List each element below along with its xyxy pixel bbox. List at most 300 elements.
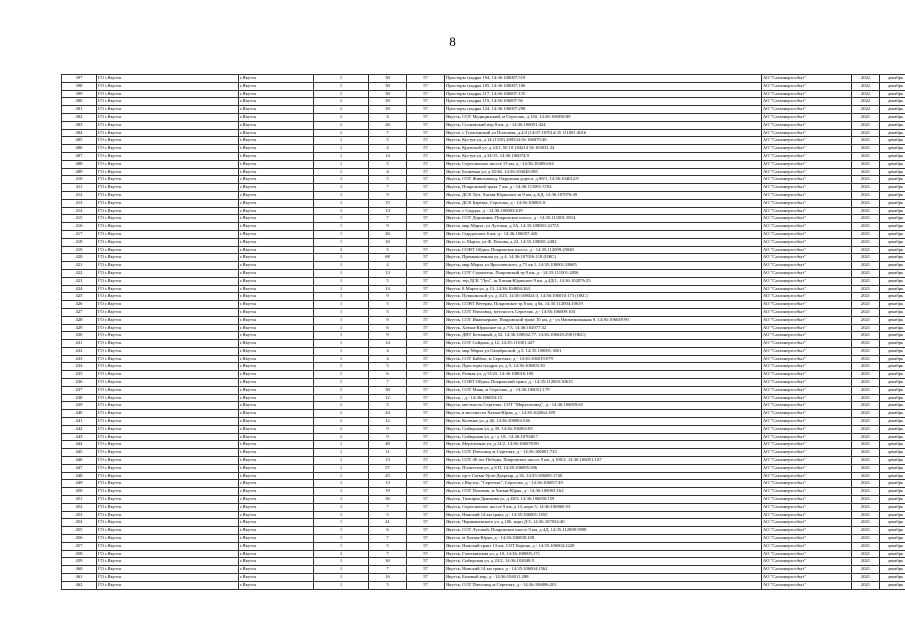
power-cell: 4 <box>369 262 407 270</box>
district-cell: ГО г.Якутск <box>97 410 239 418</box>
district-cell: ГО г.Якутск <box>97 433 239 441</box>
table-row <box>62 496 905 504</box>
voltage-cell: 57 <box>407 550 445 558</box>
year-cell: 2021 <box>852 316 880 324</box>
table-row <box>62 394 905 402</box>
power-cell: 7 <box>369 535 407 543</box>
year-cell: 2021 <box>852 433 880 441</box>
year-cell: 2021 <box>852 277 880 285</box>
count-cell: 1 <box>314 113 369 121</box>
row-number-cell: 428 <box>62 316 97 324</box>
power-cell: 30 <box>369 75 407 83</box>
district-cell: ГО г.Якутск <box>97 363 239 371</box>
month-cell: декабрь <box>880 457 905 465</box>
district-cell: ГО г.Якутск <box>97 480 239 488</box>
count-cell: 1 <box>314 394 369 402</box>
table-row <box>62 98 905 106</box>
power-cell: 30 <box>369 558 407 566</box>
count-cell: 1 <box>314 480 369 488</box>
district-cell: ГО г.Якутск <box>97 75 239 83</box>
voltage-cell: 57 <box>407 464 445 472</box>
district-cell: ГО г.Якутск <box>97 293 239 301</box>
voltage-cell: 57 <box>407 168 445 176</box>
address-cell: Якутск, в местности Хатын-Юрях, д - 14:36:102064:189 <box>445 410 762 418</box>
table-row <box>62 363 905 371</box>
count-cell: 1 <box>314 98 369 106</box>
voltage-cell: 57 <box>407 129 445 137</box>
voltage-cell: 57 <box>407 184 445 192</box>
year-cell: 2021 <box>852 371 880 379</box>
locality-cell: г.Якутск <box>239 254 314 262</box>
district-cell: ГО г.Якутск <box>97 230 239 238</box>
voltage-cell: 57 <box>407 433 445 441</box>
year-cell: 2021 <box>852 527 880 535</box>
locality-cell: г.Якутск <box>239 566 314 574</box>
organization-cell: АО "Сахаэнергосбыт" <box>762 581 852 589</box>
address-cell: Просторы тундры 105, 14:36:106007:106 <box>445 82 762 90</box>
month-cell: декабрь <box>880 511 905 519</box>
row-number-cell: 442 <box>62 425 97 433</box>
voltage-cell: 57 <box>407 254 445 262</box>
voltage-cell: 57 <box>407 340 445 348</box>
year-cell: 2021 <box>852 480 880 488</box>
table-row <box>62 129 905 137</box>
year-cell: 2021 <box>852 254 880 262</box>
year-cell: 2021 <box>852 425 880 433</box>
row-number-cell: 407 <box>62 152 97 160</box>
address-cell: Якутск, СОТ Инженерное, Покровский тракт 10 км, д - ул Наименованная 9, 14:36:106049:90 <box>445 316 762 324</box>
month-cell: декабрь <box>880 90 905 98</box>
power-cell: 16 <box>369 574 407 582</box>
voltage-cell: 57 <box>407 75 445 83</box>
district-cell: ГО г.Якутск <box>97 464 239 472</box>
organization-cell: АО "Сахаэнергосбыт" <box>762 433 852 441</box>
count-cell: 1 <box>314 316 369 324</box>
address-cell: Якутск, СОТ Пчеловод м Сергелях, д - 14:36:106006:201 <box>445 581 762 589</box>
district-cell: ГО г.Якутск <box>97 347 239 355</box>
month-cell: декабрь <box>880 402 905 410</box>
district-cell: ГО г.Якутск <box>97 215 239 223</box>
row-number-cell: 443 <box>62 433 97 441</box>
address-cell: Якутск, Покровский тракт 7 км, д - 14:36:111001:3704 <box>445 184 762 192</box>
count-cell: 1 <box>314 269 369 277</box>
district-cell: ГО г.Якутск <box>97 129 239 137</box>
table-row <box>62 285 905 293</box>
organization-cell: АО "Сахаэнергосбыт" <box>762 191 852 199</box>
address-cell: Якутск, СОТ Медицинский, м Сергелях, д 130, 14:36:106058:89 <box>445 113 762 121</box>
month-cell: декабрь <box>880 550 905 558</box>
year-cell: 2021 <box>852 566 880 574</box>
voltage-cell: 57 <box>407 246 445 254</box>
locality-cell: г.Якутск <box>239 199 314 207</box>
year-cell: 2021 <box>852 394 880 402</box>
address-cell: Якутск, с Сырдах, д - 14:36:106003:619 <box>445 207 762 215</box>
address-cell: Просторы тундры 117, 14:36:106007:135 <box>445 90 762 98</box>
year-cell: 2021 <box>852 160 880 168</box>
organization-cell: АО "Сахаэнергосбыт" <box>762 441 852 449</box>
voltage-cell: 57 <box>407 137 445 145</box>
voltage-cell: 57 <box>407 106 445 114</box>
voltage-cell: 57 <box>407 488 445 496</box>
organization-cell: АО "Сахаэнергосбыт" <box>762 285 852 293</box>
row-number-cell: 399 <box>62 90 97 98</box>
voltage-cell: 57 <box>407 363 445 371</box>
locality-cell: г.Якутск <box>239 121 314 129</box>
voltage-cell: 57 <box>407 262 445 270</box>
year-cell: 2021 <box>852 176 880 184</box>
year-cell: 2021 <box>852 386 880 394</box>
table-row <box>62 168 905 176</box>
voltage-cell: 57 <box>407 418 445 426</box>
row-number-cell: 402 <box>62 113 97 121</box>
count-cell: 1 <box>314 207 369 215</box>
row-number-cell: 415 <box>62 215 97 223</box>
month-cell: декабрь <box>880 332 905 340</box>
voltage-cell: 57 <box>407 199 445 207</box>
organization-cell: АО "Сахаэнергосбыт" <box>762 238 852 246</box>
count-cell: 1 <box>314 441 369 449</box>
address-cell: Якутск, местность Сергелях, СОТ "Мерзлотовед", д - 14:36:106059:65 <box>445 402 762 410</box>
power-cell: 41 <box>369 519 407 527</box>
count-cell: 1 <box>314 386 369 394</box>
row-number-cell: 426 <box>62 301 97 309</box>
row-number-cell: 450 <box>62 488 97 496</box>
row-number-cell: 404 <box>62 129 97 137</box>
count-cell: 1 <box>314 550 369 558</box>
year-cell: 2021 <box>852 496 880 504</box>
locality-cell: г.Якутск <box>239 503 314 511</box>
row-number-cell: 456 <box>62 535 97 543</box>
organization-cell: АО "Сахаэнергосбыт" <box>762 550 852 558</box>
organization-cell: АО "Сахаэнергосбыт" <box>762 503 852 511</box>
voltage-cell: 57 <box>407 90 445 98</box>
address-cell: Просторы тундры 104, 14:36:106007:519 <box>445 75 762 83</box>
organization-cell: АО "Сахаэнергосбыт" <box>762 113 852 121</box>
locality-cell: г.Якутск <box>239 308 314 316</box>
count-cell: 1 <box>314 433 369 441</box>
row-number-cell: 444 <box>62 441 97 449</box>
year-cell: 2021 <box>852 223 880 231</box>
year-cell: 2021 <box>852 230 880 238</box>
locality-cell: г.Якутск <box>239 285 314 293</box>
count-cell: 1 <box>314 238 369 246</box>
power-cell: 68 <box>369 254 407 262</box>
table-row <box>62 230 905 238</box>
row-number-cell: 433 <box>62 355 97 363</box>
count-cell: 1 <box>314 418 369 426</box>
locality-cell: г.Якутск <box>239 137 314 145</box>
row-number-cell: 416 <box>62 223 97 231</box>
locality-cell: г.Якутск <box>239 168 314 176</box>
month-cell: декабрь <box>880 558 905 566</box>
district-cell: ГО г.Якутск <box>97 223 239 231</box>
address-cell: Якутск, СОНТ Ойдон, Покровский тракт, д - 14:35:112003:30615 <box>445 379 762 387</box>
month-cell: декабрь <box>880 152 905 160</box>
locality-cell: г.Якутск <box>239 113 314 121</box>
count-cell: 1 <box>314 464 369 472</box>
count-cell: 1 <box>314 184 369 192</box>
power-cell: 10 <box>369 238 407 246</box>
district-cell: ГО г.Якутск <box>97 246 239 254</box>
address-cell: Якутск, Газеткинская ул, д 10, 14:36:108005:171 <box>445 550 762 558</box>
count-cell: 1 <box>314 121 369 129</box>
count-cell: 1 <box>314 488 369 496</box>
organization-cell: АО "Сахаэнергосбыт" <box>762 457 852 465</box>
table-row <box>62 301 905 309</box>
address-cell: Якутск, СОТ 40 лет Победы, Покровское шоссе 9 км, д 100/2, 14:36:106051:107 <box>445 457 762 465</box>
organization-cell: АО "Сахаэнергосбыт" <box>762 449 852 457</box>
district-cell: ГО г.Якутск <box>97 90 239 98</box>
locality-cell: г.Якутск <box>239 394 314 402</box>
district-cell: ГО г.Якутск <box>97 332 239 340</box>
voltage-cell: 57 <box>407 394 445 402</box>
table-row <box>62 152 905 160</box>
locality-cell: г.Якутск <box>239 176 314 184</box>
count-cell: 1 <box>314 511 369 519</box>
locality-cell: г.Якутск <box>239 145 314 153</box>
locality-cell: г.Якутск <box>239 574 314 582</box>
table-row <box>62 581 905 589</box>
organization-cell: АО "Сахаэнергосбыт" <box>762 519 852 527</box>
voltage-cell: 57 <box>407 98 445 106</box>
month-cell: декабрь <box>880 347 905 355</box>
power-cell: 5 <box>369 542 407 550</box>
year-cell: 2021 <box>852 542 880 550</box>
power-cell: 5 <box>369 363 407 371</box>
count-cell: 1 <box>314 215 369 223</box>
locality-cell: г.Якутск <box>239 184 314 192</box>
table-row <box>62 379 905 387</box>
count-cell: 1 <box>314 82 369 90</box>
row-number-cell: 434 <box>62 363 97 371</box>
district-cell: ГО г.Якутск <box>97 152 239 160</box>
table-row <box>62 293 905 301</box>
address-cell: Просторы тундры 124, 14:36:106007:298 <box>445 106 762 114</box>
year-cell: 2021 <box>852 379 880 387</box>
month-cell: декабрь <box>880 285 905 293</box>
locality-cell: г.Якутск <box>239 277 314 285</box>
address-cell: Якутск, Бозиевна ул, д 45/46, 14:36:104048:585 <box>445 168 762 176</box>
power-cell: 12 <box>369 394 407 402</box>
year-cell: 2021 <box>852 418 880 426</box>
organization-cell: АО "Сахаэнергосбыт" <box>762 472 852 480</box>
organization-cell: АО "Сахаэнергосбыт" <box>762 402 852 410</box>
month-cell: декабрь <box>880 581 905 589</box>
locality-cell: г.Якутск <box>239 90 314 98</box>
count-cell: 1 <box>314 75 369 83</box>
organization-cell: АО "Сахаэнергосбыт" <box>762 137 852 145</box>
row-number-cell: 441 <box>62 418 97 426</box>
locality-cell: г.Якутск <box>239 425 314 433</box>
district-cell: ГО г.Якутск <box>97 262 239 270</box>
power-cell: 5 <box>369 246 407 254</box>
year-cell: 2021 <box>852 449 880 457</box>
district-cell: ГО г.Якутск <box>97 324 239 332</box>
year-cell: 2021 <box>852 145 880 153</box>
address-cell: Якутск, Мерзлотная ул, д 14/2, 14:36:106078:90 <box>445 441 762 449</box>
row-number-cell: 421 <box>62 262 97 270</box>
month-cell: декабрь <box>880 238 905 246</box>
month-cell: декабрь <box>880 371 905 379</box>
table-row <box>62 472 905 480</box>
month-cell: декабрь <box>880 488 905 496</box>
address-cell: Якутск, Базовый пер, д - 14:36:104011:288 <box>445 574 762 582</box>
month-cell: декабрь <box>880 269 905 277</box>
power-cell: 7 <box>369 550 407 558</box>
district-cell: ГО г.Якутск <box>97 511 239 519</box>
month-cell: декабрь <box>880 379 905 387</box>
locality-cell: г.Якутск <box>239 129 314 137</box>
month-cell: декабрь <box>880 527 905 535</box>
address-cell: Якутск, ДСК Луч, Хатын-Юряхское ш 9 км, д 4/Д, 14:36:107076:49 <box>445 191 762 199</box>
month-cell: декабрь <box>880 363 905 371</box>
address-cell: Якутск, мкр Марха ул Ярославского, д 71 кв 1, 14:35:108001:28605 <box>445 262 762 270</box>
year-cell: 2021 <box>852 152 880 160</box>
locality-cell: г.Якутск <box>239 301 314 309</box>
district-cell: ГО г.Якутск <box>97 269 239 277</box>
year-cell: 2022 <box>852 90 880 98</box>
address-cell: Якутск, СОНТ Ветеран, Покровское тр 8 км, д 8а, 14:35:112004:10619 <box>445 301 762 309</box>
organization-cell: АО "Сахаэнергосбыт" <box>762 301 852 309</box>
organization-cell: АО "Сахаэнергосбыт" <box>762 324 852 332</box>
address-cell: Якутск, мкр Марха, ул Луговая, д 3А, 14:35:108001:22755 <box>445 223 762 231</box>
organization-cell: АО "Сахаэнергосбыт" <box>762 176 852 184</box>
table-row <box>62 340 905 348</box>
table-row <box>62 145 905 153</box>
organization-cell: АО "Сахаэнергосбыт" <box>762 230 852 238</box>
month-cell: декабрь <box>880 340 905 348</box>
count-cell: 1 <box>314 340 369 348</box>
row-number-cell: 458 <box>62 550 97 558</box>
table-row <box>62 75 905 83</box>
district-cell: ГО г.Якутск <box>97 316 239 324</box>
organization-cell: АО "Сахаэнергосбыт" <box>762 199 852 207</box>
district-cell: ГО г.Якутск <box>97 379 239 387</box>
table-row <box>62 410 905 418</box>
address-cell: Якутск, п. Марха, ул Ф. Попова, д 22, 14:35:108001:2482 <box>445 238 762 246</box>
row-number-cell: 413 <box>62 199 97 207</box>
table-row <box>62 464 905 472</box>
table-row <box>62 160 905 168</box>
voltage-cell: 57 <box>407 371 445 379</box>
voltage-cell: 57 <box>407 441 445 449</box>
table-row <box>62 246 905 254</box>
locality-cell: г.Якутск <box>239 433 314 441</box>
locality-cell: г.Якутск <box>239 340 314 348</box>
district-cell: ГО г.Якутск <box>97 285 239 293</box>
locality-cell: г.Якутск <box>239 402 314 410</box>
table-row <box>62 316 905 324</box>
month-cell: декабрь <box>880 566 905 574</box>
district-cell: ГО г.Якутск <box>97 394 239 402</box>
row-number-cell: 408 <box>62 160 97 168</box>
organization-cell: АО "Сахаэнергосбыт" <box>762 152 852 160</box>
year-cell: 2021 <box>852 285 880 293</box>
power-cell: 7 <box>369 129 407 137</box>
voltage-cell: 57 <box>407 308 445 316</box>
count-cell: 1 <box>314 410 369 418</box>
voltage-cell: 57 <box>407 386 445 394</box>
organization-cell: АО "Сахаэнергосбыт" <box>762 293 852 301</box>
power-cell: 30 <box>369 106 407 114</box>
year-cell: 2021 <box>852 503 880 511</box>
district-cell: ГО г.Якутск <box>97 371 239 379</box>
table-row <box>62 449 905 457</box>
table-row <box>62 262 905 270</box>
row-number-cell: 449 <box>62 480 97 488</box>
year-cell: 2021 <box>852 511 880 519</box>
voltage-cell: 57 <box>407 332 445 340</box>
row-number-cell: 435 <box>62 371 97 379</box>
address-cell: Якутск, Сырдахское 6 км, д - 14:36:106057:426 <box>445 230 762 238</box>
organization-cell: АО "Сахаэнергосбыт" <box>762 410 852 418</box>
power-cell: 5 <box>369 176 407 184</box>
month-cell: декабрь <box>880 137 905 145</box>
power-cell: 9 <box>369 332 407 340</box>
organization-cell: АО "Сахаэнергосбыт" <box>762 496 852 504</box>
row-number-cell: 459 <box>62 558 97 566</box>
power-cell: 13 <box>369 480 407 488</box>
row-number-cell: 401 <box>62 106 97 114</box>
address-cell: Якутск, Сергеляхское шоссе 9 км, д 14, корп 5, 14:36:106060:53 <box>445 503 762 511</box>
table-row <box>62 90 905 98</box>
address-cell: Якутск, СОТ Полевик, м Хатын-Юрях, д - 14:36:106065:162 <box>445 488 762 496</box>
locality-cell: г.Якутск <box>239 363 314 371</box>
district-cell: ГО г.Якутск <box>97 176 239 184</box>
year-cell: 2021 <box>852 347 880 355</box>
year-cell: 2021 <box>852 332 880 340</box>
count-cell: 1 <box>314 566 369 574</box>
year-cell: 2021 <box>852 488 880 496</box>
voltage-cell: 57 <box>407 285 445 293</box>
locality-cell: г.Якутск <box>239 82 314 90</box>
locality-cell: г.Якутск <box>239 449 314 457</box>
power-cell: 13 <box>369 207 407 215</box>
year-cell: 2021 <box>852 262 880 270</box>
power-cell: 30 <box>369 386 407 394</box>
district-cell: ГО г.Якутск <box>97 558 239 566</box>
voltage-cell: 57 <box>407 316 445 324</box>
voltage-cell: 57 <box>407 269 445 277</box>
address-cell: Якутск, СОТ Сайдыы, д 12, 14:35:111001:427 <box>445 340 762 348</box>
address-cell: Якутск, Сергеляхское шоссе 15 км, д - 14:36:104094:64 <box>445 160 762 168</box>
district-cell: ГО г.Якутск <box>97 82 239 90</box>
voltage-cell: 57 <box>407 527 445 535</box>
locality-cell: г.Якутск <box>239 75 314 83</box>
organization-cell: АО "Сахаэнергосбыт" <box>762 254 852 262</box>
voltage-cell: 57 <box>407 191 445 199</box>
district-cell: ГО г.Якутск <box>97 472 239 480</box>
address-cell: Якутск, Сибирская ул, д - у 10/, 14:36:107040:7 <box>445 433 762 441</box>
address-cell: Якутск, СОТ Животновод, Окружная дорога, д 88/1, 14:36:104012:9 <box>445 176 762 184</box>
district-cell: ГО г.Якутск <box>97 137 239 145</box>
organization-cell: АО "Сахаэнергосбыт" <box>762 566 852 574</box>
organization-cell: АО "Сахаэнергосбыт" <box>762 215 852 223</box>
organization-cell: АО "Сахаэнергосбыт" <box>762 90 852 98</box>
count-cell: 1 <box>314 574 369 582</box>
count-cell: 1 <box>314 503 369 511</box>
locality-cell: г.Якутск <box>239 472 314 480</box>
district-cell: ГО г.Якутск <box>97 254 239 262</box>
power-cell: 7 <box>369 503 407 511</box>
year-cell: 2021 <box>852 457 880 465</box>
month-cell: декабрь <box>880 301 905 309</box>
row-number-cell: 438 <box>62 394 97 402</box>
row-number-cell: 409 <box>62 168 97 176</box>
month-cell: декабрь <box>880 176 905 184</box>
year-cell: 2021 <box>852 129 880 137</box>
month-cell: декабрь <box>880 82 905 90</box>
